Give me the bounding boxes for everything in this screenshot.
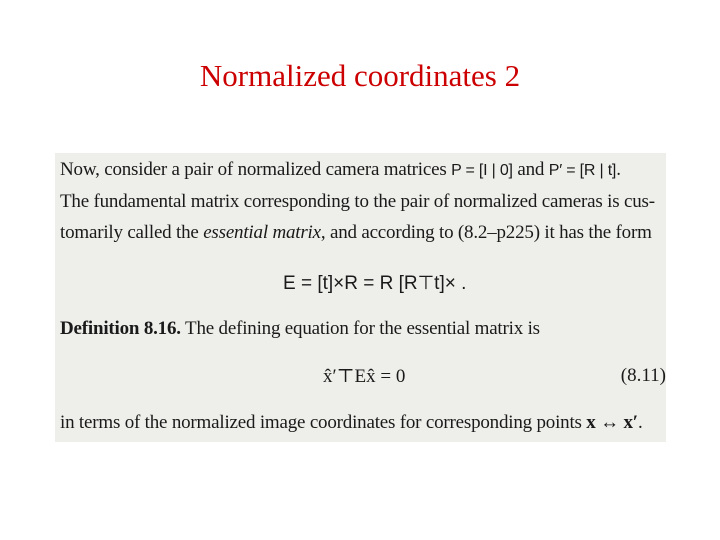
excerpt-line-3 (60, 222, 652, 244)
last-line-text: in terms of the normalized image coordinates for corresponding points (60, 412, 587, 433)
excerpt-line-2: The fundamental matrix corresponding to the pair of normalized cameras is cus- (60, 191, 655, 212)
essential-matrix-equation: E = [t]×R = R [R⊤t]× . (283, 273, 467, 294)
essential-matrix-defining-equation: x̂′⊤Ex̂ = 0 (323, 366, 406, 387)
excerpt-line-1 (60, 159, 621, 181)
line-3-rest: , and according to (8.2–p225) it has the form (320, 222, 652, 243)
line-1-period: . (616, 159, 621, 180)
definition-line (60, 318, 540, 340)
line-1-and: and (512, 159, 549, 180)
camera-matrix-p: P = [I | 0] (451, 162, 513, 179)
essential-matrix-term: essential matrix (203, 222, 321, 243)
equation-number: (8.11) (620, 365, 666, 386)
definition-label: Definition 8.16. (60, 318, 181, 339)
excerpt-last-line (60, 412, 643, 434)
scanned-textbook-excerpt (55, 153, 666, 442)
slide-title: Normalized coordinates 2 (199, 58, 521, 93)
camera-matrix-p-prime: P′ = [R | t] (548, 162, 617, 179)
line-3-text: tomarily called the (60, 222, 204, 243)
corresponding-points: x ↔ x′ (586, 412, 638, 433)
line-1-text: Now, consider a pair of normalized camera matrices (60, 159, 452, 180)
last-line-period: . (637, 412, 643, 433)
definition-text: The defining equation for the essential matrix is (180, 318, 540, 339)
